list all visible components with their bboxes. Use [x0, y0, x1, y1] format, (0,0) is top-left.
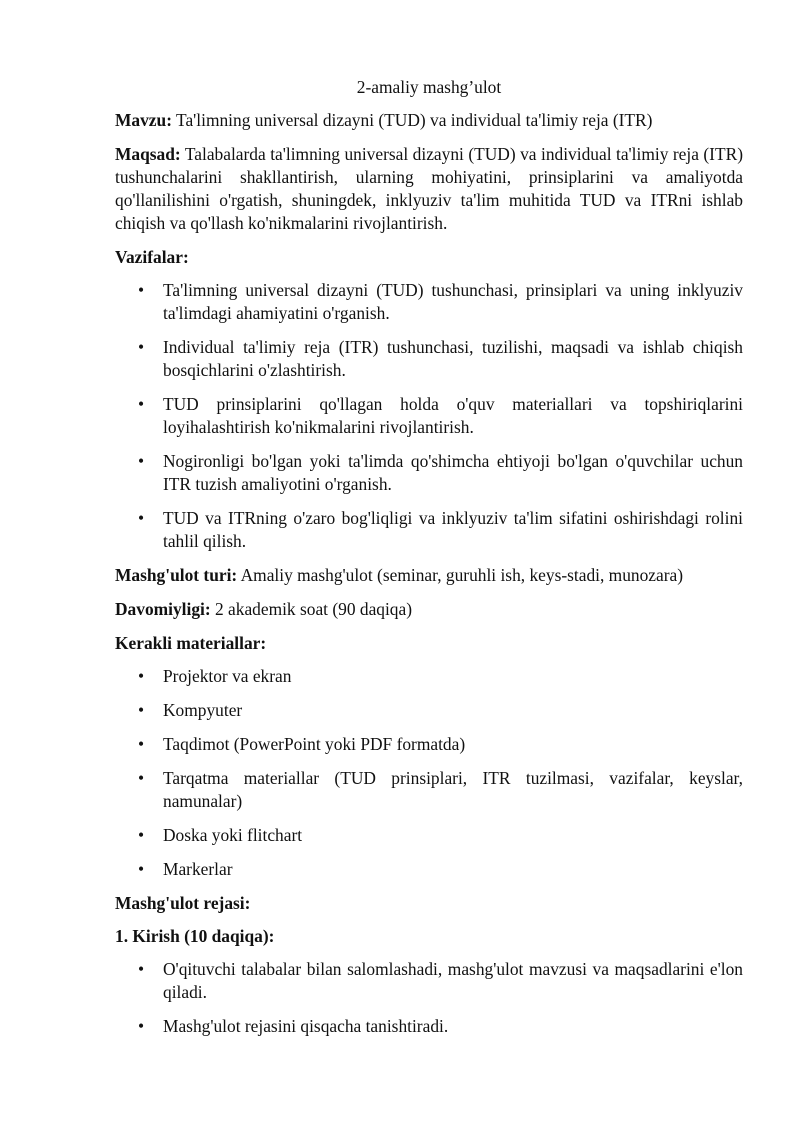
list-item-text: Nogironligi bo'lgan yoki ta'limda qo'shimcha ehtiyoji bo'lgan o'quvchilar uchun ITR tuzish amaliyotini o'rganish.	[163, 451, 743, 494]
materials-list	[115, 665, 743, 881]
bullet-icon: •	[138, 825, 145, 845]
list-item-text: Markerlar	[163, 859, 233, 879]
list-item-text: Projektor va ekran	[163, 666, 292, 686]
list-item-text: TUD va ITRning o'zaro bog'liqligi va inklyuziv ta'lim sifatini oshirishdagi rolini tahlil qilish.	[163, 508, 743, 551]
duration-paragraph	[115, 598, 743, 621]
materials-heading: Kerakli materiallar:	[115, 633, 267, 653]
list-item	[115, 393, 743, 439]
bullet-icon: •	[138, 768, 145, 788]
bullet-icon: •	[138, 700, 145, 720]
list-item	[115, 1015, 743, 1038]
list-item	[115, 665, 743, 688]
intro-list	[115, 958, 743, 1038]
list-item-text: Mashg'ulot rejasini qisqacha tanishtiradi.	[163, 1016, 449, 1036]
document-title: 2-amaliy mashg’ulot	[356, 77, 502, 97]
list-item-text: O'qituvchi talabalar bilan salomlashadi, mashg'ulot mavzusi va maqsadlarini e'lon qiladi.	[163, 959, 743, 1002]
list-item-text: Tarqatma materiallar (TUD prinsiplari, ITR tuzilmasi, vazifalar, keyslar, namunalar)	[163, 768, 743, 811]
goal-text: Talabalarda ta'limning universal dizayni (TUD) va individual ta'limiy reja (ITR) tushunchalarini shakllantirish, ularning mohiyatini, prinsiplarini va amaliyotda qo'llanilishini o'rgatish, shuningdek, inklyuziv ta'lim muhitida TUD va ITRni ishlab chiqish va qo'llash ko'nikmalarini rivojlantirish.	[115, 144, 743, 233]
list-item	[115, 858, 743, 881]
list-item-text: Kompyuter	[163, 700, 243, 720]
list-item	[115, 336, 743, 382]
goal-label: Maqsad:	[115, 144, 181, 164]
duration-label: Davomiyligi:	[115, 599, 211, 619]
topic-text: Ta'limning universal dizayni (TUD) va individual ta'limiy reja (ITR)	[172, 110, 653, 130]
list-item-text: Doska yoki flitchart	[163, 825, 303, 845]
tasks-heading: Vazifalar:	[115, 247, 189, 267]
bullet-icon: •	[138, 394, 145, 414]
bullet-icon: •	[138, 451, 145, 471]
session-type-label: Mashg'ulot turi:	[115, 565, 238, 585]
session-type-paragraph	[115, 564, 743, 587]
list-item-text: Ta'limning universal dizayni (TUD) tushunchasi, prinsiplari va uning inklyuziv ta'limdagi ahamiyatini o'rganish.	[163, 280, 743, 323]
list-item	[115, 507, 743, 553]
intro-section-heading: 1. Kirish (10 daqiqa):	[115, 926, 275, 946]
bullet-icon: •	[138, 508, 145, 528]
bullet-icon: •	[138, 337, 145, 357]
list-item	[115, 450, 743, 496]
bullet-icon: •	[138, 666, 145, 686]
session-type-text: Amaliy mashg'ulot (seminar, guruhli ish, keys-stadi, munozara)	[237, 565, 684, 585]
bullet-icon: •	[138, 859, 145, 879]
list-item-text: Taqdimot (PowerPoint yoki PDF formatda)	[163, 734, 466, 754]
topic-label: Mavzu:	[115, 110, 172, 130]
bullet-icon: •	[138, 280, 145, 300]
list-item	[115, 733, 743, 756]
list-item-text: Individual ta'limiy reja (ITR) tushunchasi, tuzilishi, maqsadi va ishlab chiqish bosqichlarini o'zlashtirish.	[163, 337, 743, 380]
plan-heading: Mashg'ulot rejasi:	[115, 893, 251, 913]
list-item	[115, 958, 743, 1004]
list-item	[115, 767, 743, 813]
list-item	[115, 824, 743, 847]
bullet-icon: •	[138, 959, 145, 979]
list-item	[115, 279, 743, 325]
bullet-icon: •	[138, 1016, 145, 1036]
list-item	[115, 699, 743, 722]
topic-paragraph	[115, 109, 743, 132]
duration-text: 2 akademik soat (90 daqiqa)	[210, 599, 413, 619]
goal-paragraph	[115, 143, 743, 235]
bullet-icon: •	[138, 734, 145, 754]
list-item-text: TUD prinsiplarini qo'llagan holda o'quv materiallari va topshiriqlarini loyihalashtirish ko'nikmalarini rivojlantirish.	[163, 394, 743, 437]
tasks-list	[115, 279, 743, 553]
